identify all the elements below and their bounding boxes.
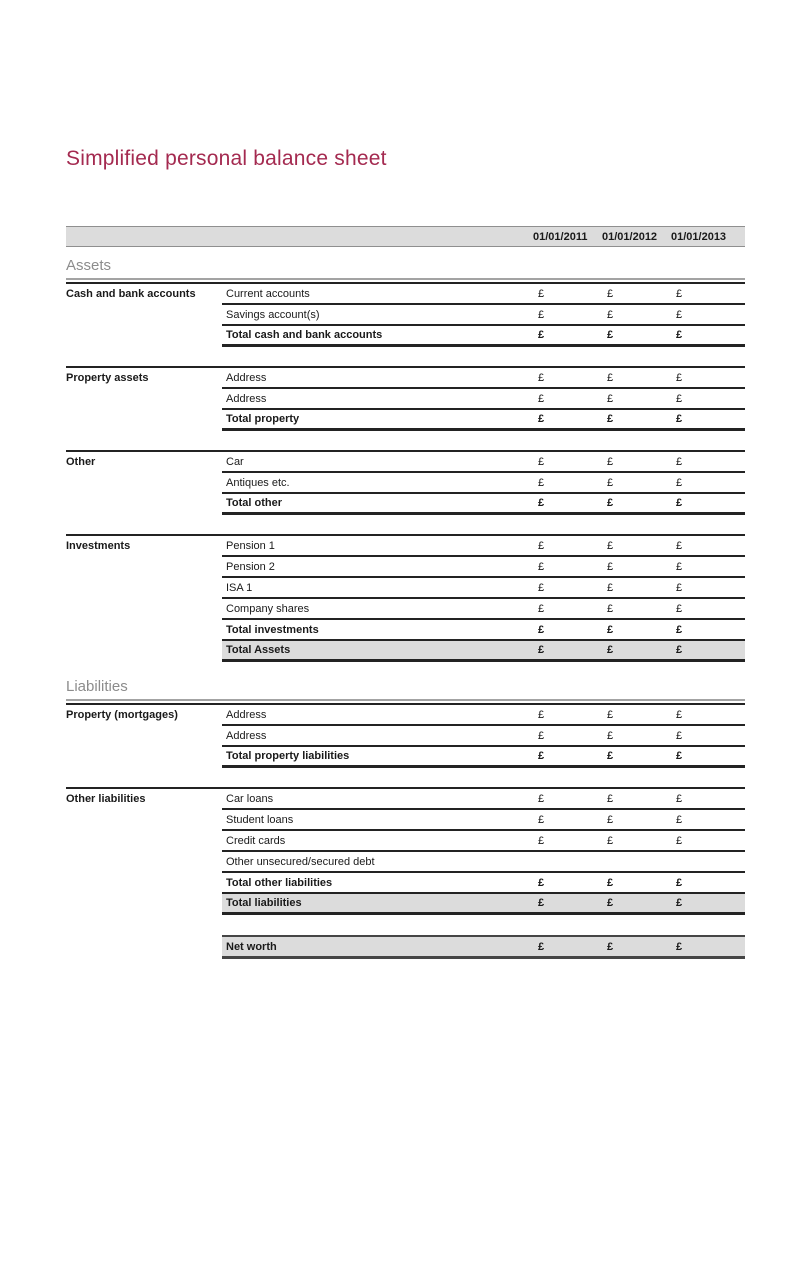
page-content [66, 147, 745, 959]
value-cell: £ [676, 644, 683, 656]
value-cell: £ [607, 750, 614, 762]
row-description: Pension 1 [226, 539, 275, 552]
section-liabilities [66, 678, 745, 915]
value-cell: £ [676, 623, 683, 636]
table-row [222, 410, 745, 431]
table-row [222, 389, 745, 410]
table-group [66, 787, 745, 915]
date-column-header: 01/01/2013 [671, 230, 727, 243]
row-description: Car [226, 455, 244, 468]
page-title: Simplified personal balance sheet [66, 147, 387, 170]
table-row [222, 894, 745, 915]
value-cell: £ [607, 476, 614, 489]
value-cell: £ [538, 623, 545, 636]
value-cell: £ [676, 876, 683, 889]
value-cell: £ [676, 602, 683, 615]
value-cell: £ [607, 792, 614, 805]
table-row [222, 641, 745, 662]
value-cell: £ [676, 581, 683, 594]
row-description: Company shares [226, 602, 310, 615]
table-group [66, 703, 745, 768]
value-cell: £ [676, 497, 683, 509]
row-description: Total property liabilities [226, 750, 350, 762]
value-cell: £ [538, 750, 545, 762]
table-row [222, 747, 745, 768]
value-cell: £ [538, 897, 545, 909]
row-description: Net worth [226, 940, 277, 953]
group-label: Cash and bank accounts [66, 288, 196, 300]
value-cell: £ [538, 813, 545, 826]
value-cell: £ [538, 539, 545, 552]
group-label: Other liabilities [66, 793, 146, 805]
value-cell: £ [676, 308, 683, 321]
value-cell: £ [538, 729, 545, 742]
net-worth-row [222, 935, 745, 959]
value-cell: £ [676, 392, 683, 405]
row-description: Antiques etc. [226, 476, 290, 489]
table-row [222, 831, 745, 852]
value-cell: £ [538, 792, 545, 805]
value-cell: £ [538, 392, 545, 405]
value-cell: £ [676, 455, 683, 468]
group-rows [222, 452, 745, 515]
value-cell: £ [676, 750, 683, 762]
row-description: Total Assets [226, 644, 291, 656]
value-cell: £ [676, 940, 683, 953]
value-cell: £ [607, 455, 614, 468]
table-row [222, 326, 745, 347]
value-cell: £ [607, 729, 614, 742]
value-cell: £ [607, 876, 614, 889]
value-cell: £ [607, 581, 614, 594]
value-cell: £ [538, 329, 545, 341]
value-cell: £ [676, 792, 683, 805]
value-cell: £ [607, 644, 614, 656]
value-cell: £ [676, 708, 683, 721]
value-cell: £ [538, 287, 545, 300]
row-description: Total investments [226, 623, 319, 636]
table-row [222, 536, 745, 557]
table-row [222, 599, 745, 620]
date-column-header: 01/01/2011 [533, 230, 588, 243]
group-rows [222, 368, 745, 431]
value-cell: £ [607, 497, 614, 509]
value-cell: £ [538, 602, 545, 615]
group-rows [222, 789, 745, 915]
document-page [0, 147, 790, 1264]
table-group [66, 534, 745, 662]
row-description: ISA 1 [226, 581, 253, 594]
value-cell: £ [676, 560, 683, 573]
table-row [222, 452, 745, 473]
table-row [222, 726, 745, 747]
group-label: Property (mortgages) [66, 709, 178, 721]
row-description: Current accounts [226, 287, 310, 300]
balance-sheet-body [66, 257, 745, 915]
table-row [222, 557, 745, 578]
value-cell: £ [607, 897, 614, 909]
table-group [66, 282, 745, 347]
table-row [222, 852, 745, 873]
value-cell: £ [538, 308, 545, 321]
table-row [222, 284, 745, 305]
table-row [222, 473, 745, 494]
value-cell: £ [538, 455, 545, 468]
value-cell: £ [676, 476, 683, 489]
table-row [222, 873, 745, 894]
row-description: Address [226, 371, 267, 384]
row-description: Other unsecured/secured debt [226, 855, 375, 868]
row-description: Total cash and bank accounts [226, 329, 383, 341]
row-description: Address [226, 729, 267, 742]
table-row [222, 810, 745, 831]
table-group [66, 450, 745, 515]
section-heading: Assets [66, 257, 745, 280]
value-cell: £ [676, 287, 683, 300]
value-cell: £ [538, 834, 545, 847]
date-column-header: 01/01/2012 [602, 230, 658, 243]
value-cell: £ [607, 329, 614, 341]
group-label: Other [66, 456, 96, 468]
row-description: Address [226, 708, 267, 721]
row-description: Total property [226, 413, 300, 425]
value-cell: £ [607, 392, 614, 405]
table-row [222, 705, 745, 726]
table-row [222, 305, 745, 326]
table-row [222, 620, 745, 641]
value-cell: £ [607, 940, 614, 953]
value-cell: £ [538, 413, 545, 425]
group-rows [222, 705, 745, 768]
value-cell: £ [607, 708, 614, 721]
table-row [222, 494, 745, 515]
value-cell: £ [538, 940, 545, 953]
row-description: Car loans [226, 792, 274, 805]
value-cell: £ [607, 834, 614, 847]
row-description: Total other [226, 497, 283, 509]
value-cell: £ [607, 539, 614, 552]
row-description: Address [226, 392, 267, 405]
value-cell: £ [676, 834, 683, 847]
row-description: Total other liabilities [226, 876, 333, 889]
value-cell: £ [676, 371, 683, 384]
row-description: Savings account(s) [226, 308, 320, 321]
table-row [222, 789, 745, 810]
value-cell: £ [676, 329, 683, 341]
group-rows [222, 536, 745, 662]
section-heading: Liabilities [66, 678, 745, 701]
value-cell: £ [607, 813, 614, 826]
row-description: Credit cards [226, 834, 286, 847]
value-cell: £ [538, 581, 545, 594]
row-description: Student loans [226, 813, 294, 826]
group-rows [222, 284, 745, 347]
value-cell: £ [676, 413, 683, 425]
value-cell: £ [607, 308, 614, 321]
value-cell: £ [607, 371, 614, 384]
value-cell: £ [538, 560, 545, 573]
section-assets [66, 257, 745, 662]
value-cell: £ [538, 497, 545, 509]
value-cell: £ [676, 729, 683, 742]
value-cell: £ [607, 560, 614, 573]
table-row [222, 368, 745, 389]
group-label: Investments [66, 540, 131, 552]
table-row [222, 578, 745, 599]
value-cell: £ [538, 371, 545, 384]
table-group [66, 366, 745, 431]
value-cell: £ [607, 602, 614, 615]
value-cell: £ [676, 897, 683, 909]
date-header-band [66, 226, 745, 247]
value-cell: £ [676, 539, 683, 552]
value-cell: £ [538, 476, 545, 489]
group-label: Property assets [66, 372, 149, 384]
value-cell: £ [538, 644, 545, 656]
value-cell: £ [538, 708, 545, 721]
value-cell: £ [676, 813, 683, 826]
value-cell: £ [538, 876, 545, 889]
value-cell: £ [607, 413, 614, 425]
row-description: Total liabilities [226, 897, 302, 909]
value-cell: £ [607, 623, 614, 636]
row-description: Pension 2 [226, 560, 275, 573]
value-cell: £ [607, 287, 614, 300]
